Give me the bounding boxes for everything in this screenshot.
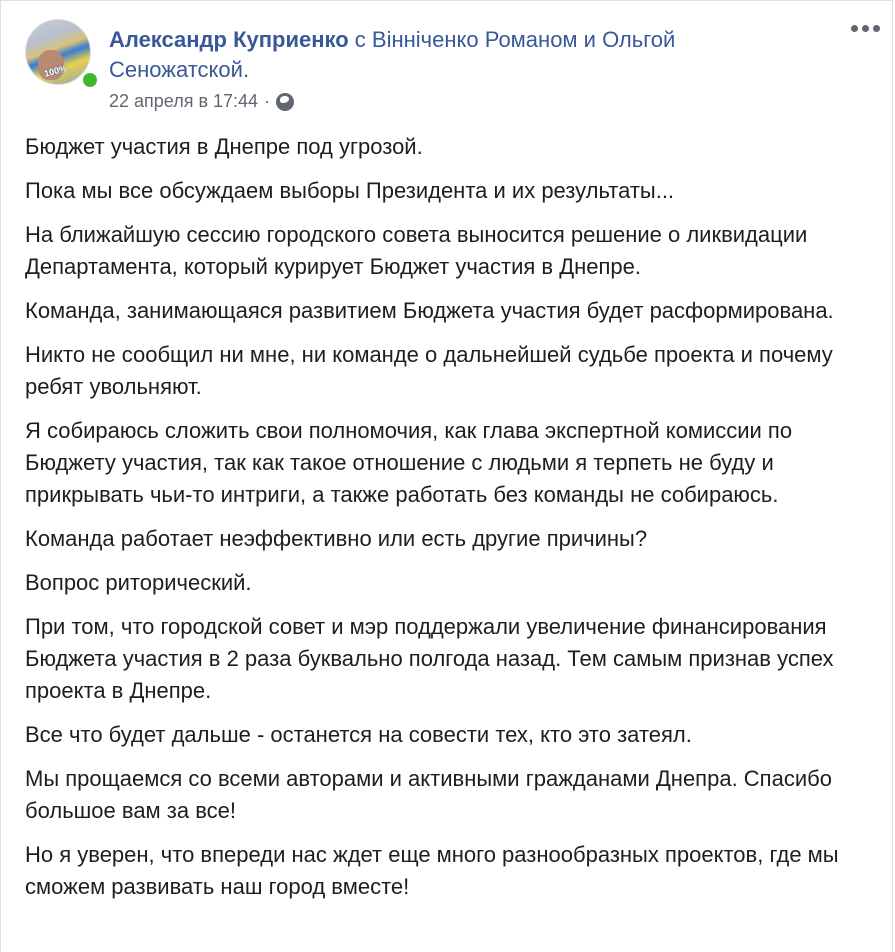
post-paragraph: Вопрос риторический. <box>25 570 252 595</box>
more-options-button[interactable] <box>851 25 880 32</box>
tagged-people-link[interactable]: Вінніченко Романом и Ольгой Сеножатской. <box>109 27 676 82</box>
with-word: с <box>354 27 366 52</box>
more-dot-icon <box>873 25 880 32</box>
online-status-icon <box>81 71 99 89</box>
post-paragraph: Пока мы все обсуждаем выборы Президента и их результаты... <box>25 178 675 203</box>
author-name-link[interactable]: Александр Куприенко <box>109 27 349 52</box>
post-paragraph: Бюджет участия в Днепре под угрозой. <box>25 134 423 159</box>
post-paragraph: При том, что городской совет и мэр поддержали увеличение финансирования Бюджета участия в 2 раза буквально полгода назад. Тем самым признав успех проекта в Днепре. <box>25 614 834 703</box>
post-paragraph: Но я уверен, что впереди нас ждет еще много разнообразных проектов, где мы сможем развивать наш город вместе! <box>25 842 839 899</box>
post-paragraph: Я собираюсь сложить свои полномочия, как глава экспертной комиссии по Бюджету участия, так как такое отношение с людьми я терпеть не буду и прикрывать чьи-то интриги, а также работать без команды не собираюсь. <box>25 418 793 507</box>
post-paragraph: На ближайшую сессию городского совета выносится решение о ликвидации Департамента, который курирует Бюджет участия в Днепре. <box>25 222 808 279</box>
post-paragraph: Никто не сообщил ни мне, ни команде о дальнейшей судьбе проекта и почему ребят увольняют. <box>25 342 833 399</box>
post-body <box>25 131 875 915</box>
avatar-badge: 100% <box>43 63 68 79</box>
meta-separator: · <box>264 91 271 111</box>
more-dot-icon <box>851 25 858 32</box>
globe-icon[interactable] <box>276 93 294 111</box>
more-dot-icon <box>862 25 869 32</box>
post-title <box>109 25 819 85</box>
post-paragraph: Мы прощаемся со всеми авторами и активными гражданами Днепра. Спасибо большое вам за все! <box>25 766 832 823</box>
post-meta <box>109 91 294 112</box>
post-header <box>25 19 892 119</box>
post-paragraph: Команда, занимающаяся развитием Бюджета участия будет расформирована. <box>25 298 834 323</box>
post-paragraph: Команда работает неэффективно или есть другие причины? <box>25 526 648 551</box>
post-timestamp-link[interactable]: 22 апреля в 17:44 <box>109 91 259 111</box>
post-paragraph: Все что будет дальше - останется на совести тех, кто это затеял. <box>25 722 692 747</box>
